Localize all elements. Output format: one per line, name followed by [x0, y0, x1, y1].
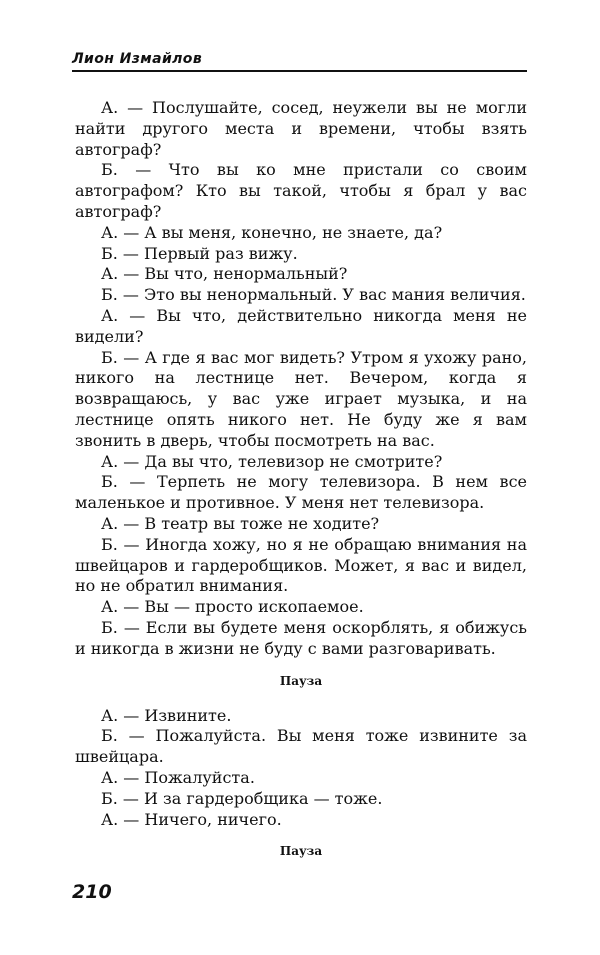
dialogue-line: А. — В театр вы тоже не ходите? [101, 513, 380, 533]
dialogue-line: Б. — И за гардеробщика — тоже. [101, 788, 383, 808]
running-head-author: Лион Измайлов [72, 51, 203, 67]
dialogue-line: Б. — Терпеть не могу телевизора. В нем все маленькое и противное. У меня нет телевизора. [75, 472, 527, 513]
dialogue-line: А. — Да вы что, телевизор не смотрите? [101, 451, 443, 471]
dialogue-line: Б. — Это вы ненормальный. У вас мания величия. [101, 285, 526, 305]
pause-direction: Пауза [279, 844, 323, 859]
dialogue-line: А. — А вы меня, конечно, не знаете, да? [101, 222, 443, 242]
dialogue-line: Б. — Что вы ко мне пристали со своим автографом? Кто вы такой, чтобы я брал у вас автограф? [75, 160, 527, 221]
dialogue-line: Б. — А где я вас мог видеть? Утром я ухожу рано, никого на лестнице нет. Вечером, когда я возвращаюсь, у вас уже играет музыка, и на лестнице опять никого нет. Не буду же я вам звонить в дверь, чтобы посмотреть на вас. [75, 347, 527, 450]
dialogue-line: Б. — Если вы будете меня оскорблять, я обижусь и никогда в жизни не буду с вами разговаривать. [75, 617, 527, 658]
dialogue-line: А. — Послушайте, сосед, неужели вы не могли найти другого места и времени, чтобы взять автограф? [75, 98, 527, 159]
dialogue-line: Б. — Первый раз вижу. [101, 243, 298, 263]
dialogue-line: А. — Вы — просто ископаемое. [101, 597, 364, 617]
dialogue-line: А. — Ничего, ничего. [101, 809, 282, 829]
header-rule [72, 70, 527, 72]
dialogue-line: Б. — Пожалуйста. Вы меня тоже извините за швейцара. [75, 726, 527, 767]
dialogue-line: Б. — Иногда хожу, но я не обращаю внимания на швейцаров и гардеробщиков. Может, я вас и видел, но не обратил внимания. [75, 534, 527, 596]
dialogue-line: А. — Пожалуйста. [101, 767, 255, 787]
dialogue-line: А. — Извините. [101, 705, 232, 725]
page-number: 210 [72, 881, 112, 903]
dialogue-line: А. — Вы что, ненормальный? [101, 264, 348, 284]
pause-direction: Пауза [279, 673, 323, 688]
dialogue-line: А. — Вы что, действительно никогда меня не видели? [75, 305, 527, 346]
dialogue-body [75, 98, 527, 858]
